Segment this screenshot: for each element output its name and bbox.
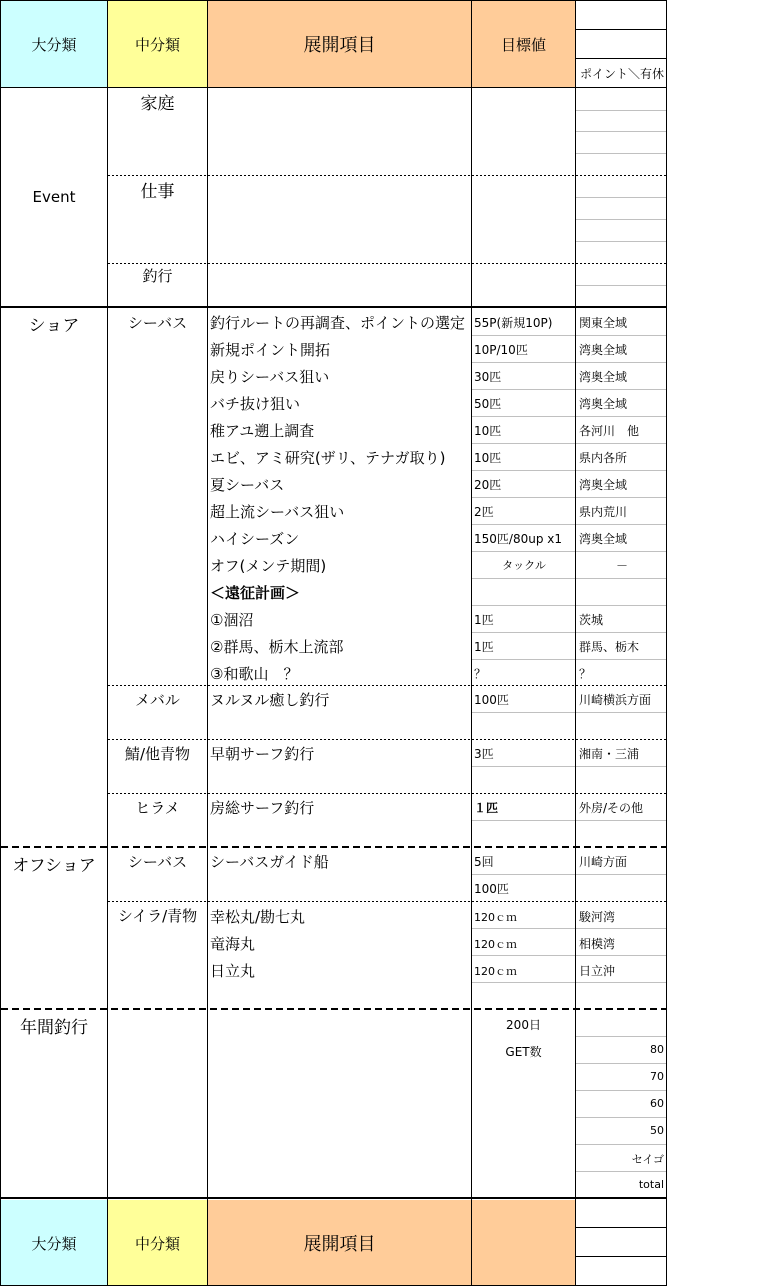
- shore-saba-area: 湘南・三浦: [579, 747, 640, 761]
- shore-seabass-area: 茨城: [579, 613, 604, 627]
- offshore-shiira-target: 120ｃｍ: [474, 911, 517, 924]
- shore-seabass-item: ③和歌山 ？: [210, 665, 299, 683]
- shore-seabass-item: 釣行ルートの再調査、ポイントの選定: [210, 314, 466, 332]
- shore-hirame-area: 外房/その他: [579, 801, 644, 815]
- shore-seabass-target: 10匹: [474, 451, 502, 465]
- offshore-shiira-label: シイラ/青物: [117, 907, 198, 925]
- offshore-shiira-area: 相模湾: [579, 937, 616, 951]
- shore-seabass-area: 湾奥全域: [579, 397, 628, 411]
- annual-days: 200日: [506, 1018, 541, 1032]
- annual-count-value: 70: [650, 1070, 664, 1083]
- shore-saba-label: 鯖/他青物: [124, 745, 191, 763]
- offshore-shiira-target: 120ｃｍ: [474, 938, 517, 951]
- event-label: Event: [32, 188, 76, 206]
- offshore-seabass-target2: 100匹: [474, 882, 509, 896]
- shore-seabass-item: オフ(メンテ期間): [210, 557, 327, 575]
- shore-seabass-item: ①涸沼: [210, 611, 254, 629]
- footer-daibunrui: 大分類: [1, 1200, 107, 1286]
- shore-hirame-target: １匹: [474, 801, 499, 815]
- shore-seabass-area: 湾奥全域: [579, 370, 628, 384]
- shore-seabass-target: 1匹: [474, 640, 494, 654]
- shore-mebaru-item: ヌルヌル癒し釣行: [210, 691, 330, 709]
- event-sub-katei: 家庭: [140, 94, 175, 111]
- shore-seabass-target: 55P(新規10P): [474, 316, 553, 330]
- shore-seabass-target: 30匹: [474, 370, 502, 384]
- shore-seabass-target: タックル: [502, 559, 546, 572]
- offshore-seabass-area: 川崎方面: [579, 855, 628, 869]
- shore-seabass-target: 1匹: [474, 613, 494, 627]
- offshore-seabass-target1: 5回: [474, 855, 494, 869]
- annual-count-value: 50: [650, 1124, 664, 1137]
- shore-seabass-area: 県内荒川: [579, 505, 628, 519]
- shore-seabass-area: [579, 584, 665, 602]
- shore-seabass-area: －: [615, 559, 628, 573]
- shore-seabass-area: 群馬、栃木: [579, 640, 640, 654]
- annual-count-value: セイゴ: [631, 1153, 664, 1166]
- annual-label: 年間釣行: [20, 1018, 88, 1035]
- shore-seabass-item: ②群馬、栃木上流部: [210, 638, 344, 656]
- shore-seabass-item: 新規ポイント開拓: [210, 341, 331, 359]
- annual-count-value: total: [638, 1178, 664, 1191]
- header-chubunrui: 中分類: [108, 1, 207, 87]
- shore-seabass-target: 20匹: [474, 478, 502, 492]
- offshore-seabass-label: シーバス: [127, 853, 188, 871]
- shore-hirame-item: 房総サーフ釣行: [210, 799, 315, 817]
- header-daibunrui: 大分類: [1, 1, 107, 87]
- offshore-shiira-area: 日立沖: [579, 964, 616, 978]
- offshore-shiira-item: 竜海丸: [210, 935, 256, 953]
- annual-count-value: 80: [650, 1043, 664, 1056]
- offshore-shiira-item: 幸松丸/勘七丸: [210, 908, 306, 926]
- shore-saba-item: 早朝サーフ釣行: [210, 745, 315, 763]
- shore-mebaru-target: 100匹: [474, 693, 509, 707]
- shore-seabass-area: 関東全域: [579, 316, 628, 330]
- shore-seabass-item: ＜遠征計画＞: [210, 584, 301, 602]
- offshore-shiira-area: 駿河湾: [579, 910, 616, 924]
- shore-seabass-area: 県内各所: [579, 451, 628, 465]
- shore-seabass-item: バチ抜け狙い: [210, 395, 301, 413]
- shore-mebaru-area: 川崎横浜方面: [579, 693, 652, 707]
- shore-seabass-item: 夏シーバス: [210, 476, 285, 494]
- shore-seabass-area: 湾奥全域: [579, 343, 628, 357]
- shore-label: ショア: [28, 316, 80, 333]
- shore-seabass-label: シーバス: [127, 314, 188, 332]
- shore-seabass-item: エビ、アミ研究(ザリ、テナガ取り): [210, 449, 446, 467]
- shore-seabass-item: 戻りシーバス狙い: [210, 368, 330, 386]
- offshore-shiira-target: 120ｃｍ: [474, 965, 517, 978]
- offshore-shiira-item: 日立丸: [210, 962, 256, 980]
- annual-get-label: GET数: [505, 1045, 542, 1059]
- event-sub-choko: 釣行: [142, 267, 173, 285]
- footer-chubunrui: 中分類: [108, 1200, 207, 1286]
- shore-seabass-target: 150匹/80up x1: [474, 532, 562, 546]
- shore-seabass-target: 10匹: [474, 424, 502, 438]
- shore-seabass-area: 湾奥全域: [579, 478, 628, 492]
- shore-seabass-target: 50匹: [474, 397, 502, 411]
- shore-seabass-area: ？: [579, 667, 592, 681]
- header-tenkai: 展開項目: [208, 1, 471, 87]
- shore-seabass-item: 超上流シーバス狙い: [210, 503, 345, 521]
- offshore-seabass-item: シーバスガイド船: [210, 853, 329, 871]
- header-point-holiday: ポイント＼有休: [580, 67, 665, 81]
- footer-tenkai: 展開項目: [208, 1200, 471, 1286]
- shore-seabass-area: 各河川 他: [579, 424, 640, 438]
- shore-seabass-item: ハイシーズン: [210, 530, 300, 548]
- shore-seabass-item: 稚アユ遡上調査: [210, 422, 315, 440]
- shore-hirame-label: ヒラメ: [135, 799, 180, 817]
- shore-seabass-target: 2匹: [474, 505, 494, 519]
- offshore-label: オフショア: [12, 856, 96, 873]
- shore-saba-target: 3匹: [474, 747, 494, 761]
- shore-seabass-area: 湾奥全域: [579, 532, 628, 546]
- shore-mebaru-label: メバル: [135, 691, 180, 709]
- event-sub-shigoto: 仕事: [140, 182, 175, 199]
- shore-seabass-target: [474, 584, 574, 602]
- shore-seabass-target: 10P/10匹: [474, 343, 528, 357]
- annual-count-value: 60: [650, 1097, 664, 1110]
- header-mokuhyo: 目標値: [472, 1, 575, 87]
- shore-seabass-target: ？: [474, 667, 487, 681]
